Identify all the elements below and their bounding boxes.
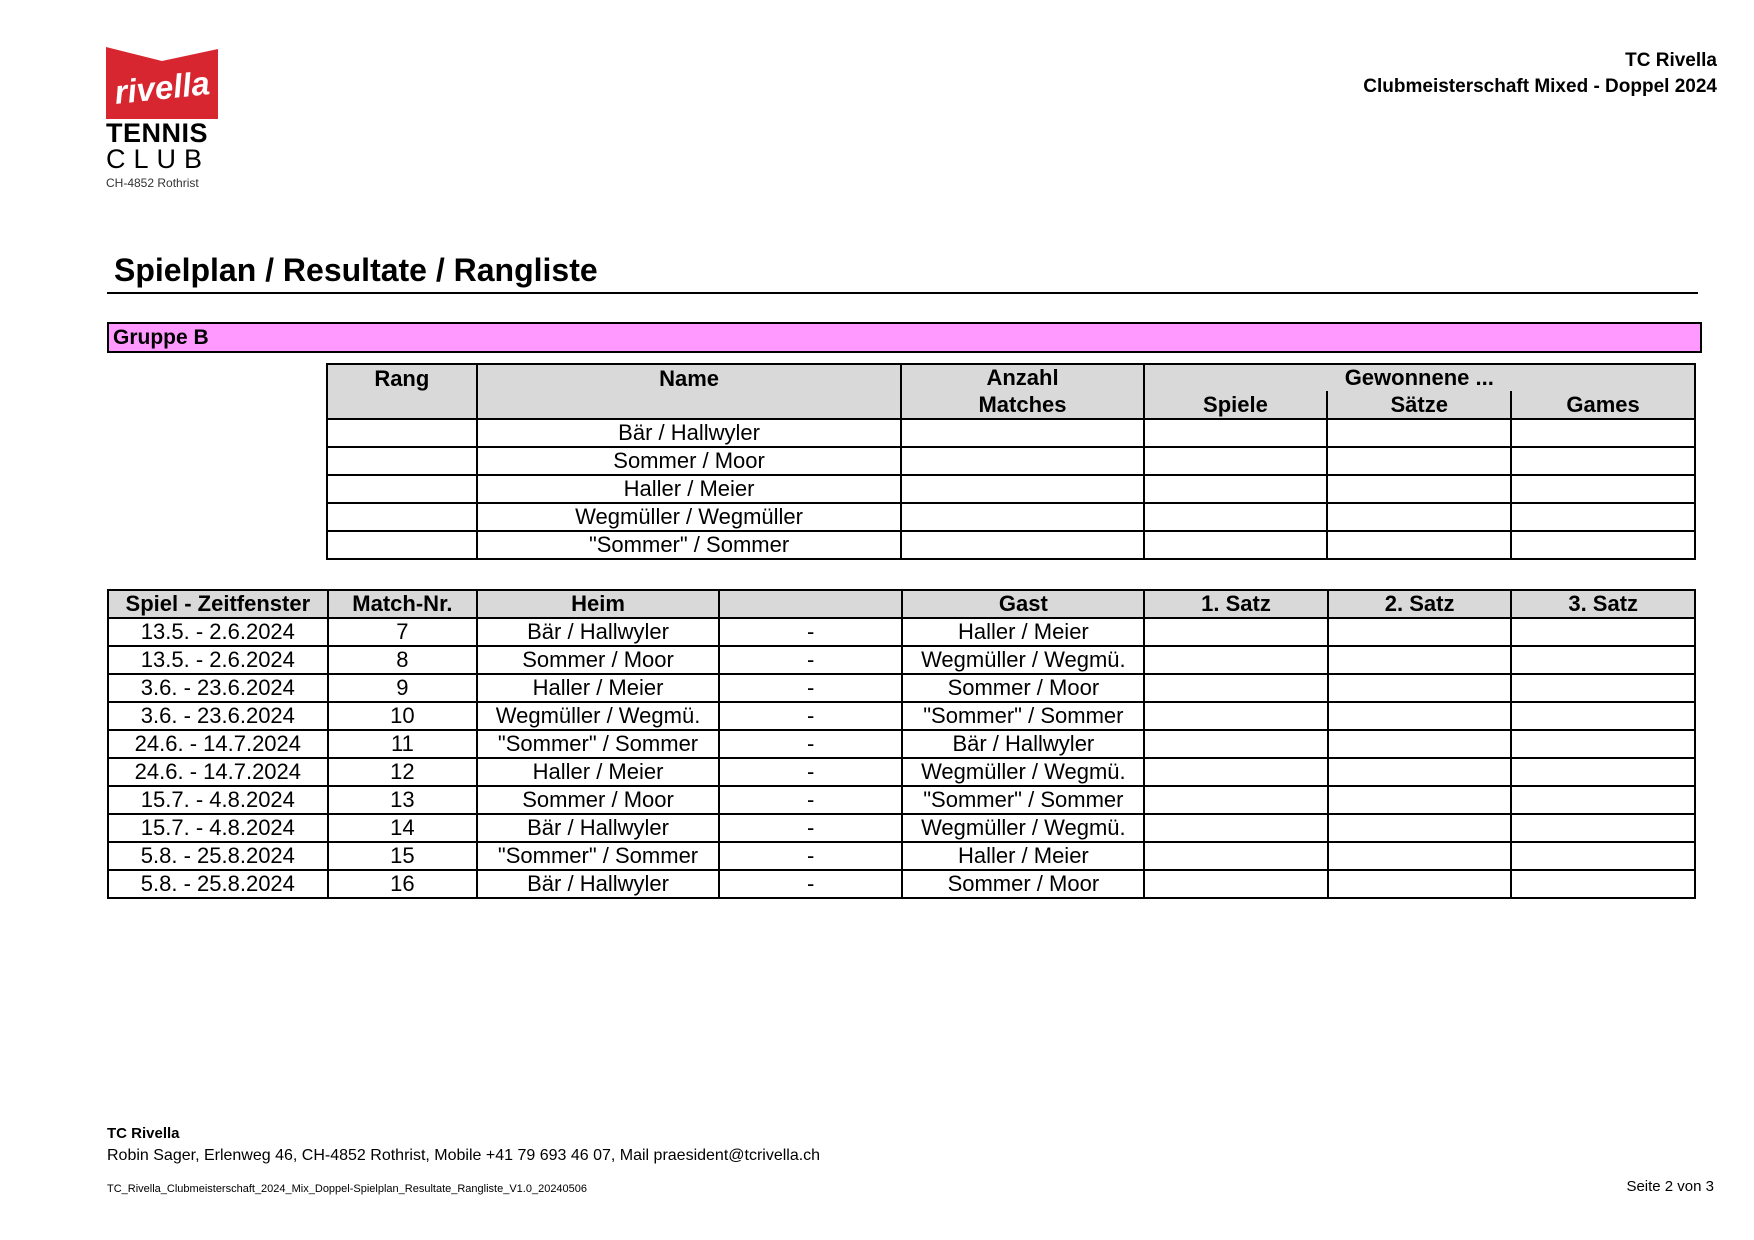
satz1-cell[interactable] — [1144, 842, 1328, 870]
saetze-cell[interactable] — [1327, 447, 1511, 475]
logo-address: CH-4852 Rothrist — [106, 176, 199, 190]
ranking-row — [327, 531, 1695, 559]
zeitfenster-cell: 13.5. - 2.6.2024 — [108, 618, 328, 646]
zeitfenster-cell: 13.5. - 2.6.2024 — [108, 646, 328, 674]
logo-tennis: TENNIS — [106, 118, 209, 148]
heim-cell: "Sommer" / Sommer — [477, 730, 719, 758]
match-row — [108, 702, 1695, 730]
satz1-cell[interactable] — [1144, 646, 1328, 674]
satz3-cell[interactable] — [1511, 814, 1695, 842]
satz1-cell[interactable] — [1144, 786, 1328, 814]
rivella-logo-icon — [106, 47, 218, 119]
satz2-cell[interactable] — [1328, 618, 1512, 646]
satz1-cell[interactable] — [1144, 814, 1328, 842]
rank-cell[interactable] — [327, 531, 477, 559]
satz1-cell[interactable] — [1144, 702, 1328, 730]
title-underline — [107, 292, 1698, 294]
spiele-cell[interactable] — [1144, 475, 1328, 503]
ranking-row — [327, 503, 1695, 531]
spiele-cell[interactable] — [1144, 419, 1328, 447]
club-logo — [106, 47, 218, 192]
ranking-table — [326, 363, 1696, 560]
satz2-cell[interactable] — [1328, 842, 1512, 870]
rank-cell[interactable] — [327, 503, 477, 531]
match-row — [108, 758, 1695, 786]
matches-cell[interactable] — [901, 447, 1143, 475]
team-name: Bär / Hallwyler — [477, 419, 902, 447]
gast-cell: Haller / Meier — [902, 842, 1144, 870]
gast-cell: "Sommer" / Sommer — [902, 702, 1144, 730]
logo-club: CLUB — [106, 144, 211, 174]
ranking-row — [327, 447, 1695, 475]
satz3-cell[interactable] — [1511, 870, 1695, 898]
gast-cell: "Sommer" / Sommer — [902, 786, 1144, 814]
team-name: Haller / Meier — [477, 475, 902, 503]
heim-cell: Bär / Hallwyler — [477, 618, 719, 646]
heim-cell: Wegmüller / Wegmü. — [477, 702, 719, 730]
zeitfenster-cell: 15.7. - 4.8.2024 — [108, 814, 328, 842]
page-title: Spielplan / Resultate / Rangliste — [114, 252, 598, 288]
zeitfenster-cell: 24.6. - 14.7.2024 — [108, 730, 328, 758]
separator-cell: - — [719, 618, 903, 646]
separator-cell: - — [719, 674, 903, 702]
gast-cell: Wegmüller / Wegmü. — [902, 646, 1144, 674]
separator-cell: - — [719, 786, 903, 814]
match-row — [108, 618, 1695, 646]
heim-cell: Sommer / Moor — [477, 786, 719, 814]
gast-cell: Sommer / Moor — [902, 674, 1144, 702]
header-event: Clubmeisterschaft Mixed - Doppel 2024 — [1363, 76, 1717, 97]
satz3-cell[interactable] — [1511, 618, 1695, 646]
zeitfenster-cell: 24.6. - 14.7.2024 — [108, 758, 328, 786]
header-saetze: Sätze — [1327, 391, 1511, 419]
saetze-cell[interactable] — [1327, 475, 1511, 503]
header-gewonnene: Gewonnene ... — [1144, 364, 1695, 391]
gast-cell: Wegmüller / Wegmü. — [902, 758, 1144, 786]
team-name: Wegmüller / Wegmüller — [477, 503, 902, 531]
match-row — [108, 674, 1695, 702]
games-cell[interactable] — [1511, 419, 1695, 447]
spiele-cell[interactable] — [1144, 531, 1328, 559]
satz3-cell[interactable] — [1511, 842, 1695, 870]
gast-cell: Sommer / Moor — [902, 870, 1144, 898]
games-cell[interactable] — [1511, 447, 1695, 475]
rank-cell[interactable] — [327, 447, 477, 475]
satz2-cell[interactable] — [1328, 702, 1512, 730]
satz2-cell[interactable] — [1328, 814, 1512, 842]
zeitfenster-cell: 3.6. - 23.6.2024 — [108, 674, 328, 702]
satz2-cell[interactable] — [1328, 674, 1512, 702]
schedule-table — [107, 589, 1696, 899]
satz1-cell[interactable] — [1144, 618, 1328, 646]
footer-club: TC Rivella — [107, 1125, 180, 1142]
header-block — [1363, 48, 1717, 100]
heim-cell: Bär / Hallwyler — [477, 814, 719, 842]
header-satz3: 3. Satz — [1511, 590, 1695, 618]
page-number: Seite 2 von 3 — [1626, 1178, 1714, 1195]
satz1-cell[interactable] — [1144, 870, 1328, 898]
satz3-cell[interactable] — [1511, 786, 1695, 814]
satz1-cell[interactable] — [1144, 730, 1328, 758]
header-games: Games — [1511, 391, 1695, 419]
separator-cell: - — [719, 842, 903, 870]
ranking-row — [327, 475, 1695, 503]
heim-cell: Haller / Meier — [477, 674, 719, 702]
team-name: Sommer / Moor — [477, 447, 902, 475]
spiele-cell[interactable] — [1144, 503, 1328, 531]
match-nr-cell: 11 — [328, 730, 477, 758]
team-name: "Sommer" / Sommer — [477, 531, 902, 559]
satz3-cell[interactable] — [1511, 646, 1695, 674]
matches-cell[interactable] — [901, 531, 1143, 559]
separator-cell: - — [719, 646, 903, 674]
heim-cell: Haller / Meier — [477, 758, 719, 786]
satz3-cell[interactable] — [1511, 674, 1695, 702]
games-cell[interactable] — [1511, 531, 1695, 559]
match-nr-cell: 14 — [328, 814, 477, 842]
spiele-cell[interactable] — [1144, 447, 1328, 475]
header-rang: Rang — [327, 364, 477, 419]
match-nr-cell: 10 — [328, 702, 477, 730]
zeitfenster-cell: 3.6. - 23.6.2024 — [108, 702, 328, 730]
header-satz1: 1. Satz — [1144, 590, 1328, 618]
match-row — [108, 786, 1695, 814]
header-matches: Matches — [901, 391, 1143, 419]
satz1-cell[interactable] — [1144, 674, 1328, 702]
group-header: Gruppe B — [107, 322, 1702, 353]
matches-cell[interactable] — [901, 475, 1143, 503]
gast-cell: Haller / Meier — [902, 618, 1144, 646]
saetze-cell[interactable] — [1327, 531, 1511, 559]
satz1-cell[interactable] — [1144, 758, 1328, 786]
satz3-cell[interactable] — [1511, 730, 1695, 758]
separator-cell: - — [719, 730, 903, 758]
zeitfenster-cell: 5.8. - 25.8.2024 — [108, 842, 328, 870]
rank-cell[interactable] — [327, 419, 477, 447]
match-row — [108, 870, 1695, 898]
gast-cell: Bär / Hallwyler — [902, 730, 1144, 758]
satz2-cell[interactable] — [1328, 870, 1512, 898]
satz3-cell[interactable] — [1511, 758, 1695, 786]
header-spiele: Spiele — [1144, 391, 1328, 419]
match-nr-cell: 7 — [328, 618, 477, 646]
saetze-cell[interactable] — [1327, 419, 1511, 447]
match-row — [108, 646, 1695, 674]
footer-address: Robin Sager, Erlenweg 46, CH-4852 Rothrist, Mobile +41 79 693 46 07, Mail praesident@tcrivella.ch — [107, 1147, 821, 1164]
rank-cell[interactable] — [327, 475, 477, 503]
zeitfenster-cell: 15.7. - 4.8.2024 — [108, 786, 328, 814]
header-gast: Gast — [902, 590, 1144, 618]
satz2-cell[interactable] — [1328, 730, 1512, 758]
separator-cell: - — [719, 758, 903, 786]
match-nr-cell: 15 — [328, 842, 477, 870]
header-heim: Heim — [477, 590, 719, 618]
separator-cell: - — [719, 870, 903, 898]
match-nr-cell: 12 — [328, 758, 477, 786]
gast-cell: Wegmüller / Wegmü. — [902, 814, 1144, 842]
separator-cell: - — [719, 814, 903, 842]
header-name: Name — [477, 364, 902, 419]
games-cell[interactable] — [1511, 475, 1695, 503]
match-nr-cell: 8 — [328, 646, 477, 674]
logo-brand: rivella — [112, 64, 212, 111]
match-row — [108, 842, 1695, 870]
header-separator — [719, 590, 903, 618]
heim-cell: Sommer / Moor — [477, 646, 719, 674]
footer-filename: TC_Rivella_Clubmeisterschaft_2024_Mix_Doppel-Spielplan_Resultate_Rangliste_V1.0_20240506 — [107, 1183, 588, 1195]
header-match-nr: Match-Nr. — [328, 590, 477, 618]
header-club: TC Rivella — [1625, 50, 1717, 71]
satz2-cell[interactable] — [1328, 786, 1512, 814]
heim-cell: Bär / Hallwyler — [477, 870, 719, 898]
saetze-cell[interactable] — [1327, 503, 1511, 531]
header-anzahl: Anzahl — [901, 364, 1143, 391]
match-row — [108, 730, 1695, 758]
separator-cell: - — [719, 702, 903, 730]
satz3-cell[interactable] — [1511, 702, 1695, 730]
header-satz2: 2. Satz — [1328, 590, 1512, 618]
match-nr-cell: 13 — [328, 786, 477, 814]
heim-cell: "Sommer" / Sommer — [477, 842, 719, 870]
satz2-cell[interactable] — [1328, 646, 1512, 674]
header-zeitfenster: Spiel - Zeitfenster — [108, 590, 328, 618]
games-cell[interactable] — [1511, 503, 1695, 531]
match-row — [108, 814, 1695, 842]
ranking-row — [327, 419, 1695, 447]
matches-cell[interactable] — [901, 419, 1143, 447]
zeitfenster-cell: 5.8. - 25.8.2024 — [108, 870, 328, 898]
satz2-cell[interactable] — [1328, 758, 1512, 786]
match-nr-cell: 16 — [328, 870, 477, 898]
matches-cell[interactable] — [901, 503, 1143, 531]
match-nr-cell: 9 — [328, 674, 477, 702]
